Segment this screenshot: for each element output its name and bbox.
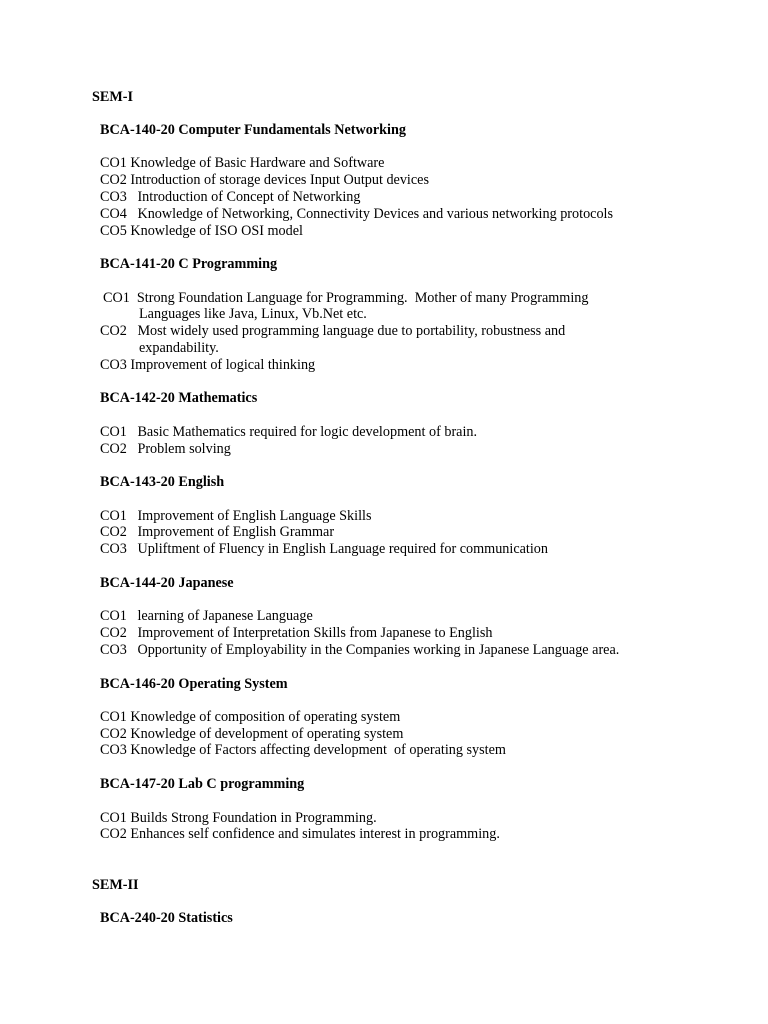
course-heading: BCA-140-20 Computer Fundamentals Networking [100, 122, 406, 138]
course-outcome: CO2 Knowledge of development of operating system [100, 726, 404, 742]
course-outcome: CO1 Strong Foundation Language for Programming. Mother of many Programming [103, 290, 589, 306]
course-outcome: CO3 Improvement of logical thinking [100, 357, 316, 373]
course-outcome: CO5 Knowledge of ISO OSI model [100, 223, 303, 239]
course-outcome: CO1 Builds Strong Foundation in Programming. [100, 810, 377, 826]
course-outcome-continuation: Languages like Java, Linux, Vb.Net etc. [139, 306, 367, 322]
course-heading: BCA-143-20 English [100, 474, 225, 490]
course-outcome: CO2 Problem solving [100, 441, 231, 457]
course-heading: BCA-147-20 Lab C programming [100, 776, 305, 792]
course-outcome: CO4 Knowledge of Networking, Connectivity Devices and various networking protocols [100, 206, 614, 222]
course-outcome: CO2 Improvement of Interpretation Skills from Japanese to English [100, 625, 493, 641]
course-outcome: CO3 Opportunity of Employability in the Companies working in Japanese Language area. [100, 642, 620, 658]
course-heading: BCA-240-20 Statistics [100, 910, 233, 926]
course-outcome: CO1 learning of Japanese Language [100, 608, 313, 624]
semester-title: SEM-I [92, 89, 133, 105]
course-outcome: CO2 Most widely used programming language due to portability, robustness and [100, 323, 566, 339]
course-outcome: CO3 Knowledge of Factors affecting development of operating system [100, 742, 506, 758]
course-heading: BCA-144-20 Japanese [100, 575, 234, 591]
course-outcome: CO1 Knowledge of composition of operating system [100, 709, 401, 725]
course-heading: BCA-146-20 Operating System [100, 676, 288, 692]
course-outcome: CO3 Introduction of Concept of Networking [100, 189, 361, 205]
course-outcome: CO1 Knowledge of Basic Hardware and Software [100, 155, 385, 171]
course-outcome: CO1 Basic Mathematics required for logic development of brain. [100, 424, 478, 440]
course-outcome: CO2 Enhances self confidence and simulates interest in programming. [100, 826, 500, 842]
course-outcome: CO3 Upliftment of Fluency in English Language required for communication [100, 541, 548, 557]
semester-title: SEM-II [92, 877, 139, 893]
course-outcome-continuation: expandability. [139, 340, 219, 356]
course-outcome: CO1 Improvement of English Language Skills [100, 508, 372, 524]
course-heading: BCA-142-20 Mathematics [100, 390, 258, 406]
course-outcome: CO2 Improvement of English Grammar [100, 524, 335, 540]
course-outcome: CO2 Introduction of storage devices Input Output devices [100, 172, 429, 188]
course-heading: BCA-141-20 C Programming [100, 256, 278, 272]
